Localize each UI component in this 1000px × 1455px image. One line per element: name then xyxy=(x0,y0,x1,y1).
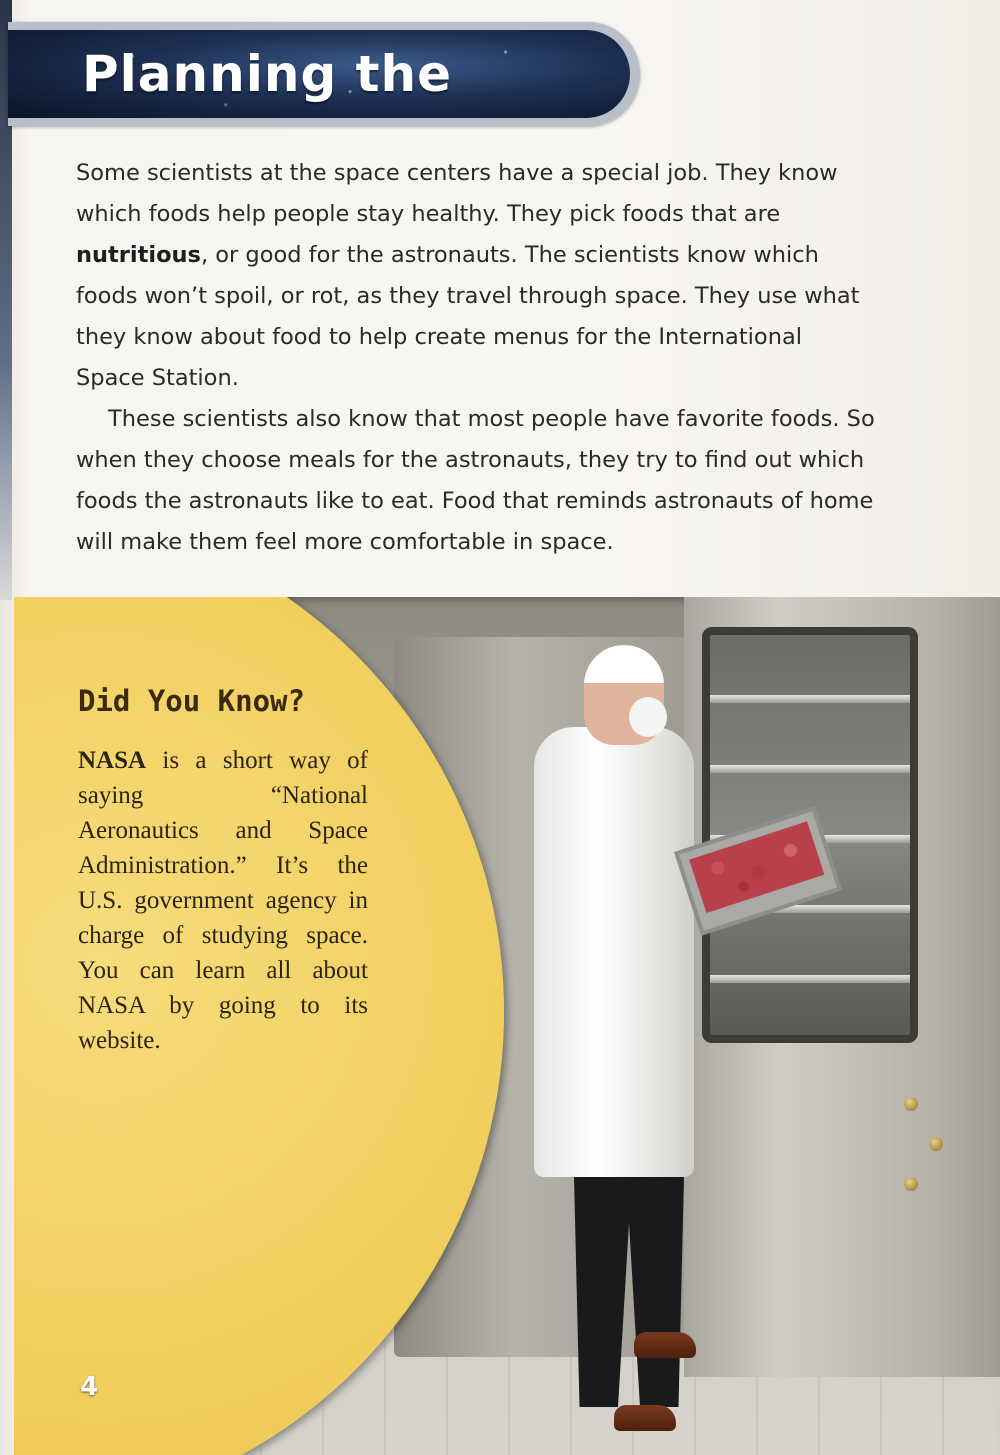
paragraph-2: These scientists also know that most people have favorite foods. So when they choose meals for the astronauts, they try to find out which foods the astronauts like to eat. Food that reminds astronauts of home will make them feel more comfortable in space. xyxy=(76,406,875,555)
glossary-term-nutritious: nutritious xyxy=(76,242,201,268)
oven-shelf xyxy=(710,695,910,703)
knob-icon xyxy=(929,1137,943,1151)
fact-box-title: Did You Know? xyxy=(78,684,305,718)
fact-box-term: NASA xyxy=(78,747,147,774)
scientist-lab-coat xyxy=(534,727,694,1177)
knob-icon xyxy=(904,1177,918,1191)
page-number: 4 xyxy=(80,1372,99,1402)
face-mask xyxy=(629,697,667,737)
freeze-dryer xyxy=(684,597,1000,1377)
paragraph-1-end: , or good for the astronauts. The scientists know which foods won’t spoil, or rot, as they travel through space. They use what they know about food to help create menus for the International Space Station. xyxy=(76,242,860,391)
shoe xyxy=(634,1332,696,1358)
paragraph-1-start: Some scientists at the space centers have a special job. They know which foods help people stay healthy. They pick foods that are xyxy=(76,160,838,227)
oven-shelf xyxy=(710,975,910,983)
fact-box-body: is a short way of saying “National Aeronautics and Space Administration.” It’s the U.S. government agency in charge of studying space. You can learn all about NASA by going to its website. xyxy=(78,747,368,1054)
space-background xyxy=(8,30,630,118)
oven-shelf xyxy=(710,765,910,773)
shoe xyxy=(614,1405,676,1431)
paragraph-1 xyxy=(76,153,876,399)
title-banner xyxy=(8,22,640,126)
control-panel xyxy=(874,1087,984,1217)
knob-icon xyxy=(904,1097,918,1111)
page-title: Planning the xyxy=(82,45,453,103)
fact-box-text xyxy=(78,743,368,1058)
body-text xyxy=(76,153,876,563)
